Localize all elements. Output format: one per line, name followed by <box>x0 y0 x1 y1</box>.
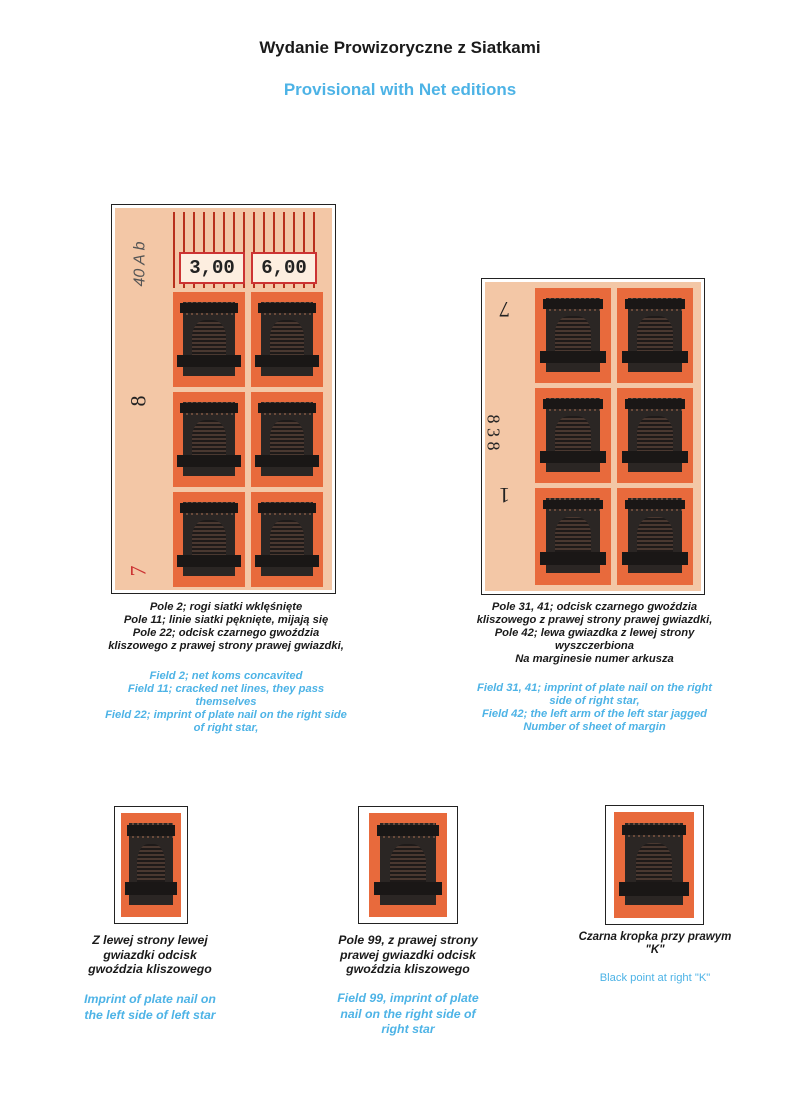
stamp <box>617 388 693 483</box>
page-subtitle: Provisional with Net editions <box>283 80 517 99</box>
left-block-caption-en: Field 2; net koms concavited Field 11; cracked net lines, they pass themselves Field 22; imprint of plate nail on the right side of right star, <box>105 670 347 734</box>
stamp <box>535 388 611 483</box>
stamp <box>173 492 245 587</box>
stamp <box>617 288 693 383</box>
single-2-caption-pl: Pole 99, z prawej strony prawej gwiazdki odcisk gwoździa kliszowego <box>338 933 478 976</box>
single-stamp-frame-1 <box>114 806 188 924</box>
left-stamp-block-frame <box>111 204 336 594</box>
stamp <box>173 392 245 487</box>
margin-mark-8: 8 <box>125 395 151 407</box>
single-stamp-frame-2 <box>358 806 458 924</box>
single-1-caption-en: Imprint of plate nail on the left side of left star <box>84 992 216 1022</box>
margin-value-3: 3,00 <box>179 252 245 284</box>
margin-mark-7: 7 <box>499 297 510 322</box>
margin-mark-1: 1 <box>499 483 510 508</box>
single-3-caption-pl: Czarna kropka przy prawym "K" <box>578 931 732 956</box>
right-block-caption-pl: Pole 31, 41; odcisk czarnego gwoździa kliszowego z prawej strony prawej gwiazdki, Pole 42; lewa gwiazdka z lewej strony wyszczerbiona Na marginesie numer arkusza <box>476 601 713 665</box>
stamp <box>251 292 323 387</box>
stamp <box>251 492 323 587</box>
pencil-note: 40 A b <box>131 241 149 287</box>
stamp <box>617 488 693 585</box>
stamp <box>535 288 611 383</box>
single-3-caption-en: Black point at right "K" <box>599 972 711 984</box>
single-2-caption-en: Field 99, imprint of plate nail on the right side of right star <box>337 991 479 1036</box>
left-stamp-block <box>115 208 332 590</box>
stamp <box>535 488 611 585</box>
stamp <box>173 292 245 387</box>
right-stamp-block <box>485 282 701 591</box>
margin-mark-7: 7 <box>125 565 151 577</box>
stamp <box>251 392 323 487</box>
right-stamp-block-frame <box>481 278 705 595</box>
stamp <box>369 813 447 917</box>
single-1-caption-pl: Z lewej strony lewej gwiazdki odcisk gwoździa kliszowego <box>88 933 212 976</box>
page-title: Wydanie Prowizoryczne z Siatkami <box>259 38 541 57</box>
margin-value-6: 6,00 <box>251 252 317 284</box>
margin-mark-sheet-number: 8 3 8 <box>483 414 504 451</box>
stamp <box>121 813 181 917</box>
stamp <box>614 812 694 918</box>
single-stamp-frame-3 <box>605 805 704 925</box>
right-block-caption-en: Field 31, 41; imprint of plate nail on the right side of right star, Field 42; the left arm of the left star jagged Number of sheet of margin <box>477 682 712 733</box>
left-block-caption-pl: Pole 2; rogi siatki wklęśnięte Pole 11; linie siatki pęknięte, mijają się Pole 22; odcisk czarnego gwoździa kliszowego z prawej strony prawej gwiazdki, <box>108 601 344 652</box>
